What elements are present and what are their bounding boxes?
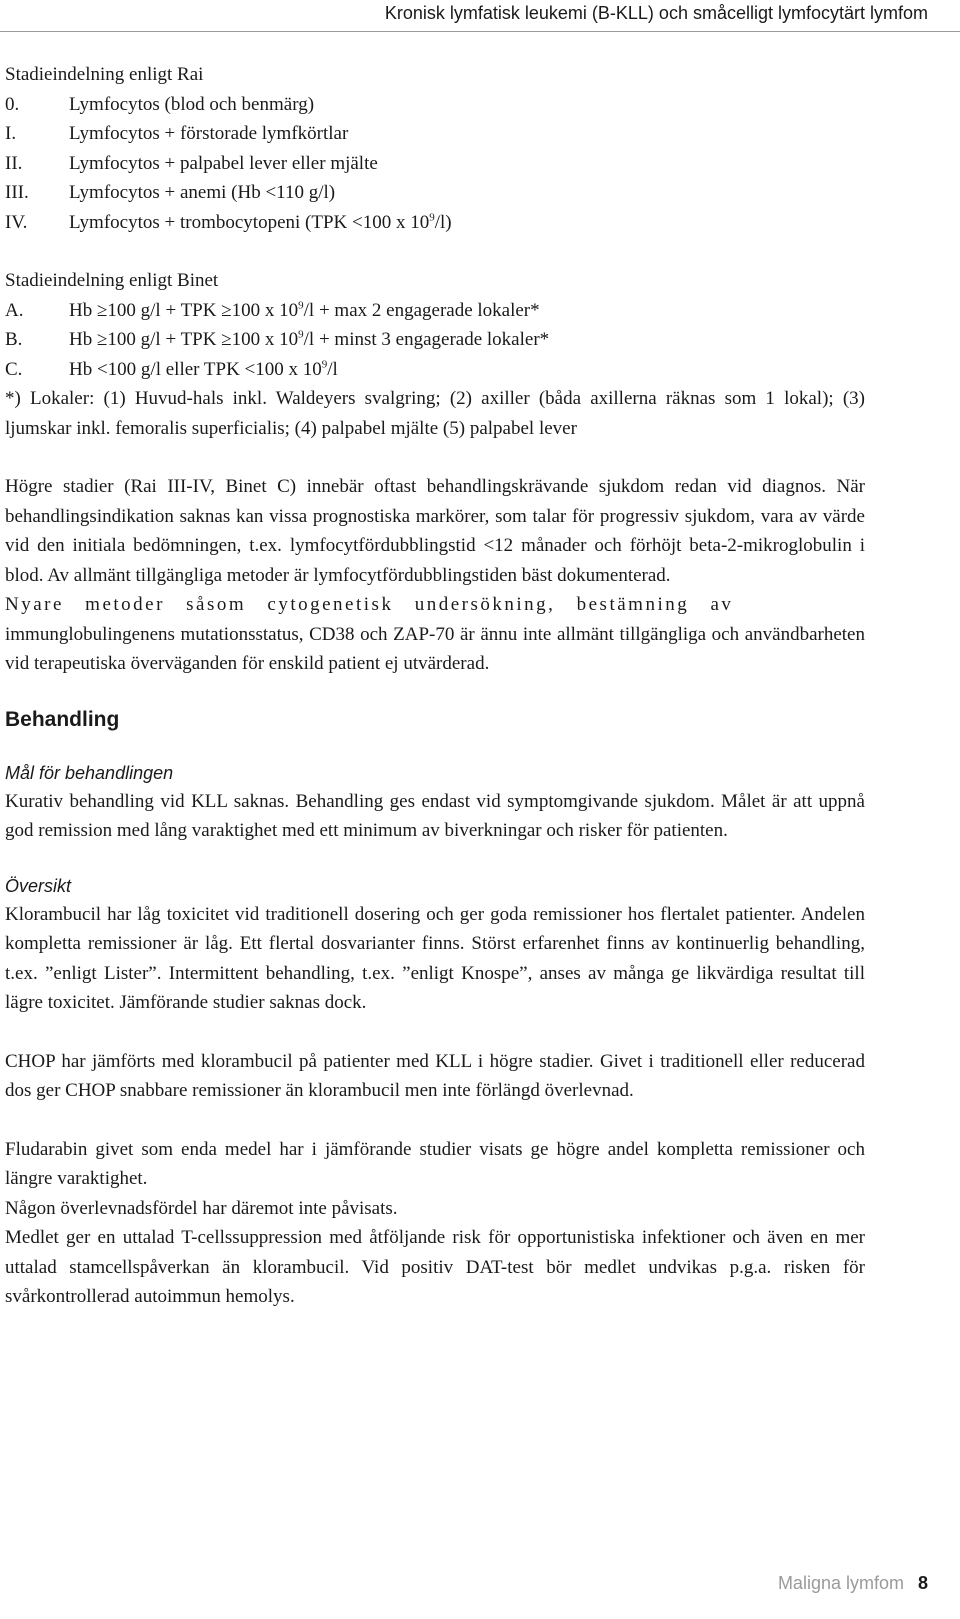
footer-label: Maligna lymfom — [777, 1573, 904, 1593]
page-footer — [778, 1573, 928, 1594]
rai-item — [5, 178, 865, 208]
binet-list — [5, 296, 865, 385]
rai-list — [5, 90, 865, 238]
oversikt-paragraph: Klorambucil har låg toxicitet vid traditionell dosering och ger goda remissioner hos flertalet patienter. Andelen kompletta remissioner är låg. Ett flertal dosvarianter finns. Störst erfarenhet finns av kontinuerlig behandling, t.ex. ”enligt Lister”. Intermittent behandling, t.ex. ”enligt Knospe”, anses av många ge likvärdiga resultat till lägre toxicitet. Jämförande studier saknas dock. — [5, 903, 865, 1013]
binet-item-number: C. — [5, 358, 23, 380]
section-heading-behandling: Behandling — [5, 707, 120, 731]
survival-note: Någon överlevnadsfördel har däremot inte påvisats. — [5, 1197, 398, 1219]
binet-item-text: Hb ≥100 g/l + TPK ≥100 x 10 — [69, 329, 299, 350]
page-number: 8 — [917, 1573, 928, 1593]
binet-title: Stadieindelning enligt Binet — [5, 270, 219, 291]
stages-paragraph-2-first-line: Nyare metoder såsom cytogenetisk undersökning, bestämning av — [5, 594, 734, 615]
binet-item-text: Hb ≥100 g/l + TPK ≥100 x 10 — [69, 299, 299, 321]
fludarabin-paragraph: Fludarabin givet som enda medel har i jämförande studier visats ge högre andel kompletta remissioner och längre varaktighet. — [5, 1138, 865, 1189]
mal-paragraph: Kurativ behandling vid KLL saknas. Behandling ges endast vid symptomgivande sjukdom. Målet är att uppnå god remission med lång varaktighet med ett minimum av biverkningar och risker för patienten. — [5, 790, 865, 841]
binet-item — [5, 355, 865, 385]
rai-item-text: Lymfocytos + palpabel lever eller mjälte — [69, 152, 378, 174]
rai-item — [5, 119, 865, 149]
rai-item-number: III. — [5, 182, 29, 203]
suppression-paragraph: Medlet ger en uttalad T-cellssuppression med åtföljande risk för opportunistiska infektioner och även en mer uttalad stamcellspåverkan än klorambucil. Vid positiv DAT-test bör medlet undvikas p.g.a. risken för svårkontrollerad autoimmun hemolys. — [5, 1227, 865, 1307]
rai-item — [5, 208, 865, 238]
rai-item-number: IV. — [5, 211, 28, 233]
binet-item — [5, 325, 865, 355]
rai-item-number: II. — [5, 152, 23, 174]
page-content — [5, 60, 865, 1312]
subheading-mal: Mål för behandlingen — [5, 762, 174, 783]
exponent: 9 — [298, 299, 304, 312]
rai-item-text-end: /l) — [434, 211, 452, 233]
binet-item-number: A. — [5, 299, 24, 321]
rai-item-text: Lymfocytos (blod och benmärg) — [69, 93, 315, 115]
rai-item-number: I. — [5, 123, 17, 144]
binet-item-text: Hb <100 g/l eller TPK <100 x 10 — [69, 358, 322, 380]
running-header: Kronisk lymfatisk leukemi (B-KLL) och småcelligt lymfocytärt lymfom — [384, 3, 928, 23]
binet-footnote: *) Lokaler: (1) Huvud-hals inkl. Waldeyers svalgring; (2) axiller (båda axillerna räknas som 1 lokal); (3) ljumskar inkl. femoralis superficialis; (4) palpabel mjälte (5) palpabel lever — [5, 388, 865, 439]
rai-item — [5, 149, 865, 179]
binet-item-text-end: /l — [327, 358, 338, 380]
chop-paragraph: CHOP har jämförts med klorambucil på patienter med KLL i högre stadier. Givet i traditionell eller reducerad dos ger CHOP snabbare remissioner än klorambucil men inte förlängd överlevnad. — [5, 1050, 865, 1101]
exponent: 9 — [429, 211, 435, 224]
stages-paragraph: Högre stadier (Rai III-IV, Binet C) innebär oftast behandlingskrävande sjukdom redan vid diagnos. När behandlingsindikation saknas kan vissa prognostiska markörer, som talar för progressiv sjukdom, vara av värde vid den initiala bedömningen, t.ex. lymfocytfördubblingstid <12 månader och förhöjt beta-2-mikroglobulin i blod. Av allmänt tillgängliga metoder är lymfocytfördubblingstiden bäst dokumenterad. — [5, 476, 865, 586]
rai-item-number: 0. — [5, 93, 20, 115]
rai-item — [5, 90, 865, 120]
binet-item-number: B. — [5, 329, 23, 350]
stages-paragraph-2: immunglobulingenens mutationsstatus, CD38 och ZAP-70 är ännu inte allmänt tillgängliga och användbarheten vid terapeutiska överväganden för enskild patient ej utvärderad. — [5, 623, 865, 674]
exponent: 9 — [321, 358, 328, 371]
rai-title: Stadieindelning enligt Rai — [5, 64, 204, 85]
rai-item-text: Lymfocytos + förstorade lymfkörtlar — [69, 123, 349, 144]
subheading-oversikt: Översikt — [5, 875, 72, 896]
binet-item-text-end: /l + minst 3 engagerade lokaler* — [303, 329, 550, 350]
rai-item-text: Lymfocytos + trombocytopeni (TPK <100 x 10 — [69, 211, 430, 233]
header-rule — [0, 31, 960, 32]
rai-item-text: Lymfocytos + anemi (Hb <110 g/l) — [69, 182, 336, 203]
exponent: 9 — [298, 328, 304, 341]
binet-item — [5, 296, 865, 326]
binet-item-text-end: /l + max 2 engagerade lokaler* — [303, 299, 540, 321]
